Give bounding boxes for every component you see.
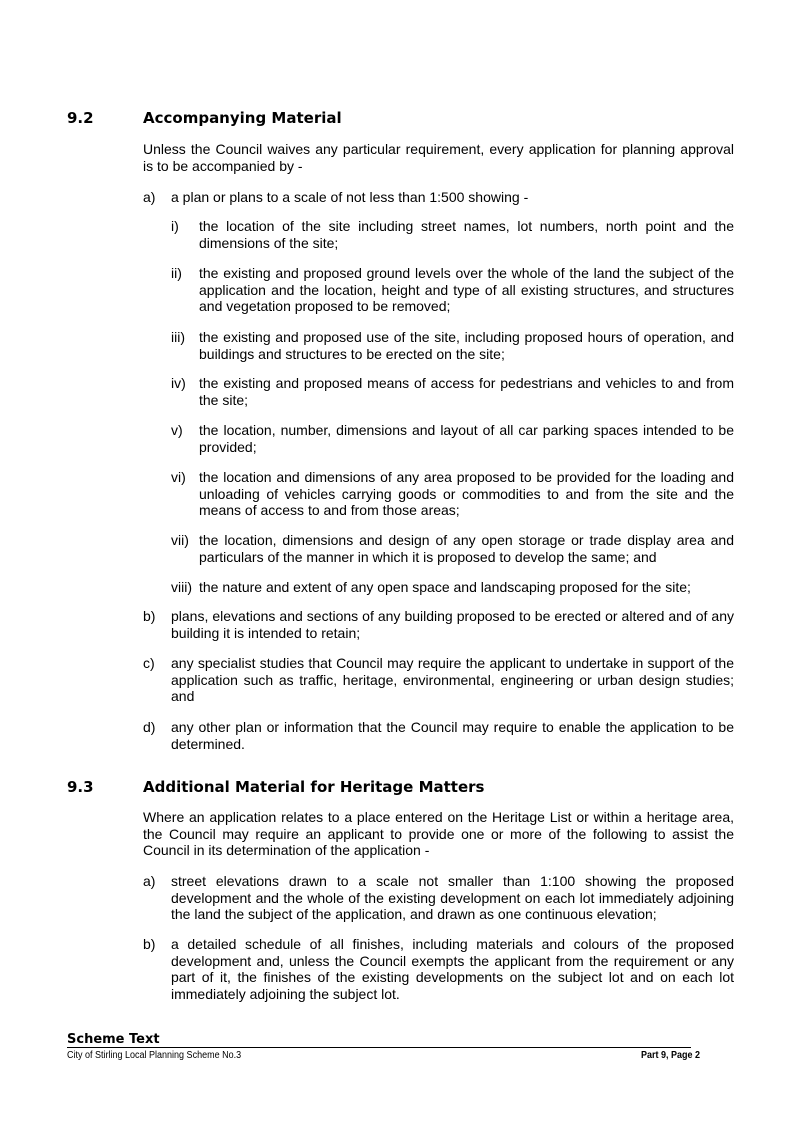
sub-item-label: viii): [171, 579, 192, 595]
sub-list-item: [143, 579, 734, 596]
list-item-label: c): [143, 655, 155, 671]
sub-list-item: [143, 422, 734, 455]
sub-item-text: the existing and proposed means of access for pedestrians and vehicles to and from the site;: [199, 375, 734, 408]
sub-list-item: [143, 265, 734, 315]
list-item-label: a): [143, 873, 156, 889]
footer-title: Scheme Text: [67, 1032, 160, 1047]
sub-item-text: the existing and proposed use of the site, including proposed hours of operation, and buildings and structures to be erected on the site;: [199, 329, 734, 362]
list-item: [143, 719, 734, 752]
sub-item-text: the location of the site including street names, lot numbers, north point and the dimensions of the site;: [199, 218, 734, 251]
list-item-label: a): [143, 189, 156, 205]
list-item-label: b): [143, 608, 156, 624]
subitem-iii: [143, 329, 734, 362]
item-c: [143, 655, 734, 705]
list-item-text: any specialist studies that Council may require the applicant to undertake in support of the application such as traffic, heritage, environmental, engineering or urban design studies; and: [171, 655, 734, 704]
sub-list-item: [143, 375, 734, 408]
intro-paragraph: Unless the Council waives any particular requirement, every application for planning approval is to be accompanied by -: [143, 141, 734, 174]
sub-list-item: [143, 469, 734, 519]
sub-item-label: vii): [171, 532, 189, 548]
subitem-viii: [143, 579, 734, 596]
subitem-v: [143, 422, 734, 455]
subitem-i: [143, 218, 734, 251]
subitem-vi: [143, 469, 734, 519]
sub-item-label: iii): [171, 329, 185, 345]
list-item-text: a plan or plans to a scale of not less than 1:500 showing -: [171, 189, 529, 205]
list-item-text: a detailed schedule of all finishes, including materials and colours of the proposed development and, unless the Council exempts the applicant from the requirement or any part of it, the finishes of the existing developments on the subject lot and on each lot immediately adjoining the subject lot.: [171, 936, 734, 1002]
section-number: 9.2: [67, 109, 94, 127]
section-heading: Additional Material for Heritage Matters: [143, 778, 485, 796]
intro-paragraph: Where an application relates to a place entered on the Heritage List or within a heritage area, the Council may require an applicant to provide one or more of the following to assist the Council in its determination of the application -: [143, 809, 734, 858]
sub-item-text: the existing and proposed ground levels over the whole of the land the subject of the application and the location, height and type of all existing structures, and structures and vegetation proposed to be removed;: [199, 265, 734, 314]
list-item: [143, 608, 734, 641]
heritage-item-a: [143, 873, 734, 923]
item-d: [143, 719, 734, 752]
sub-item-text: the location and dimensions of any area proposed to be provided for the loading and unloading of vehicles carrying goods or commodities to and from the site and the means of access to and from those areas;: [199, 469, 734, 518]
list-item: [143, 936, 734, 1002]
sub-list-item: [143, 532, 734, 565]
item-a: [143, 189, 734, 206]
list-item-text: street elevations drawn to a scale not smaller than 1:100 showing the proposed development and the whole of the existing development on each lot immediately adjoining the land the subject of the application, and drawn as one continuous elevation;: [171, 873, 734, 922]
sub-item-text: the nature and extent of any open space and landscaping proposed for the site;: [199, 579, 691, 595]
list-item: [143, 873, 734, 923]
list-item-text: any other plan or information that the Council may require to enable the application to be determined.: [171, 719, 734, 752]
sub-item-text: the location, number, dimensions and layout of all car parking spaces intended to be provided;: [199, 422, 734, 455]
subitem-vii: [143, 532, 734, 565]
footer-page-number: Part 9, Page 2: [641, 1050, 701, 1061]
sub-item-label: ii): [171, 265, 182, 281]
list-item: [143, 655, 734, 705]
list-item-label: b): [143, 936, 156, 952]
section-heading: Accompanying Material: [143, 109, 342, 127]
sub-list-item: [143, 218, 734, 251]
subitem-ii: [143, 265, 734, 315]
section-number: 9.3: [67, 778, 94, 796]
list-item-text: plans, elevations and sections of any building proposed to be erected or altered and of any building it is intended to retain;: [171, 608, 734, 641]
footer-divider: [67, 1047, 691, 1048]
heritage-item-b: [143, 936, 734, 1002]
footer-document-name: City of Stirling Local Planning Scheme No.3: [67, 1050, 242, 1061]
section-9-3-intro: [143, 809, 734, 859]
subitem-iv: [143, 375, 734, 408]
list-item: [143, 189, 734, 206]
sub-item-label: v): [171, 422, 183, 438]
sub-item-text: the location, dimensions and design of any open storage or trade display area and particulars of the manner in which it is proposed to develop the same; and: [199, 532, 734, 565]
item-b: [143, 608, 734, 641]
sub-item-label: vi): [171, 469, 186, 485]
sub-item-label: iv): [171, 375, 186, 391]
sub-list-item: [143, 329, 734, 362]
list-item-label: d): [143, 719, 156, 735]
section-9-2-intro: [143, 141, 734, 174]
sub-item-label: i): [171, 218, 179, 234]
